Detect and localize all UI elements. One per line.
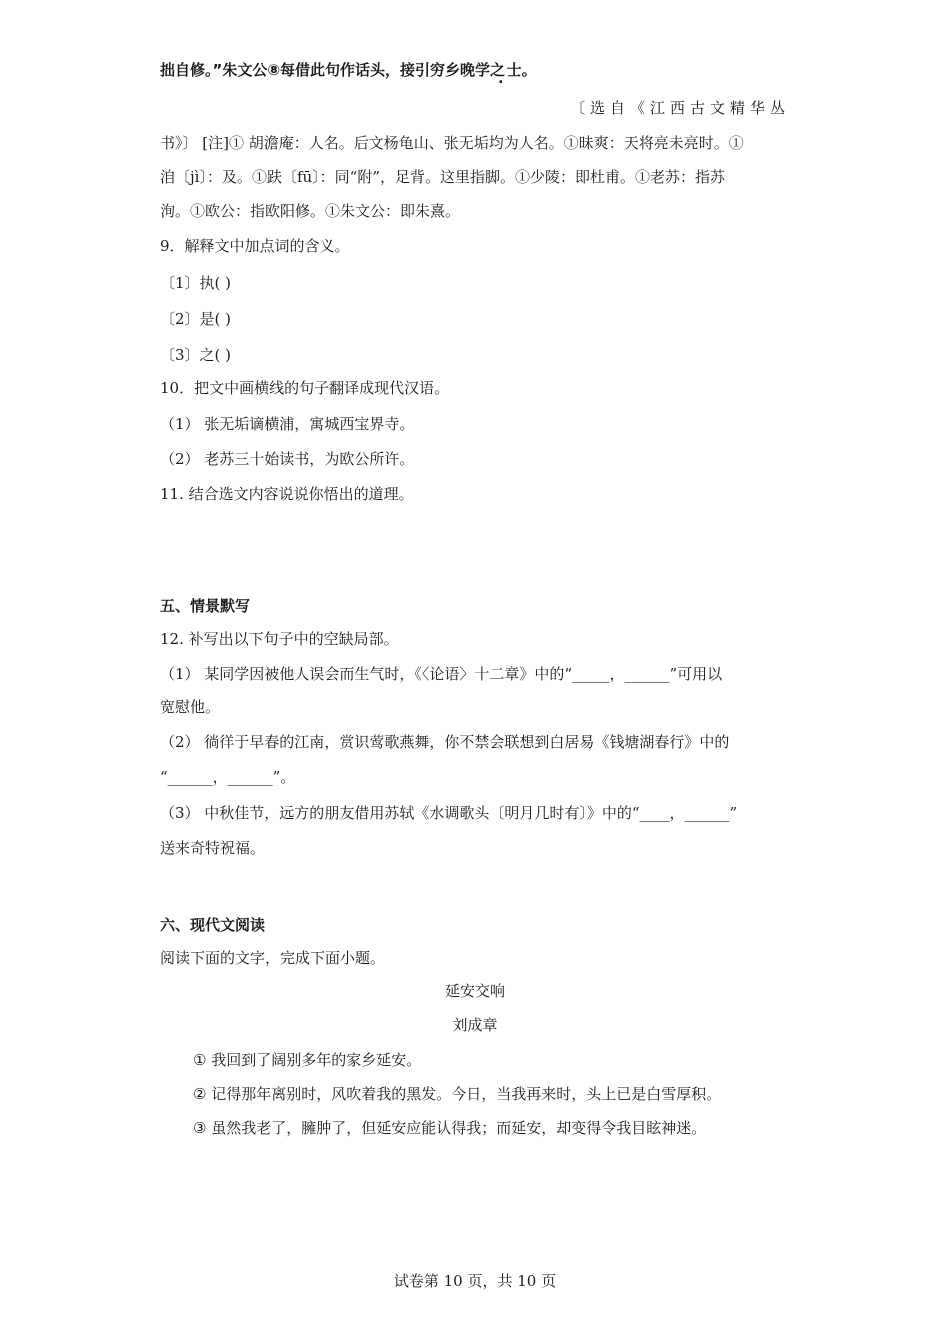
question-12-item-cont: 宽慰他。 xyxy=(160,698,221,716)
question-9-item: 〔1〕执( ) xyxy=(160,274,232,292)
question-12-item: （3） 中秋佳节，远方的朋友借用苏轼《水调歌头〔明月几时有〕》中的“____，______” xyxy=(160,804,738,822)
notes-line: 书》〕 [注]① 胡澹庵：人名。后文杨龟山、张无垢均为人名。①昧爽：天将亮未亮时。① xyxy=(160,134,744,152)
page-footer: 试卷第 10 页，共 10 页 xyxy=(393,1272,557,1290)
reading-intro: 阅读下面的文字，完成下面小题。 xyxy=(160,949,386,967)
emphasis-dot xyxy=(505,61,507,79)
question-9-item: 〔3〕之( ) xyxy=(160,346,232,364)
section-title: 五、情景默写 xyxy=(160,597,251,615)
question-10: 10．把文中画横线的句子翻译成现代汉语。 xyxy=(160,379,450,397)
article-paragraph: ② 记得那年离别时，风吹着我的黑发。今日，当我再来时，头上已是白雪厚积。 xyxy=(193,1085,722,1103)
source-citation: 〔选自《江西古文精华丛 xyxy=(569,99,790,117)
classical-text-line: 拙自修。”朱文公⑧每借此句作话头，接引穷乡晚学之 . 士。 xyxy=(160,60,537,80)
article-title: 延安交响 xyxy=(444,982,505,1000)
question-12: 12. 补写出以下句子中的空缺局部。 xyxy=(160,630,399,648)
question-10-item: （2） 老苏三十始读书，为欧公所许。 xyxy=(160,450,415,468)
article-paragraph: ① 我回到了阔别多年的家乡延安。 xyxy=(193,1051,422,1069)
question-11: 11. 结合选文内容说说你悟出的道理。 xyxy=(160,485,414,503)
question-12-item: （1） 某同学因被他人误会而生气时，《〈论语〉十二章》中的“_____，______”可用以 xyxy=(160,665,723,683)
question-12-item-cont: 送来奇特祝福。 xyxy=(160,839,266,857)
section-title: 六、现代文阅读 xyxy=(160,916,266,934)
notes-line: 洵。①欧公：指欧阳修。①朱文公：即朱熹。 xyxy=(160,202,461,220)
question-10-item: （1） 张无垢谪横浦，寓城西宝界寺。 xyxy=(160,415,415,433)
question-9-item: 〔2〕是( ) xyxy=(160,310,232,328)
article-author: 刘成章 xyxy=(452,1016,498,1034)
question-9: 9．解释文中加点词的含义。 xyxy=(160,237,350,255)
question-12-item: （2） 徜徉于早春的江南，赏识莺歌燕舞，你不禁会联想到白居易《钱塘湖春行》中的 xyxy=(160,733,730,751)
notes-line: 洎〔jì〕：及。①趺〔fū〕：同“附”，足背。这里指脚。①少陵：即杜甫。①老苏：指苏 xyxy=(160,168,726,186)
question-12-item-cont: “______，______”。 xyxy=(160,768,296,786)
article-paragraph: ③ 虽然我老了，臃肿了，但延安应能认得我；而延安，却变得令我目眩神迷。 xyxy=(193,1119,707,1137)
